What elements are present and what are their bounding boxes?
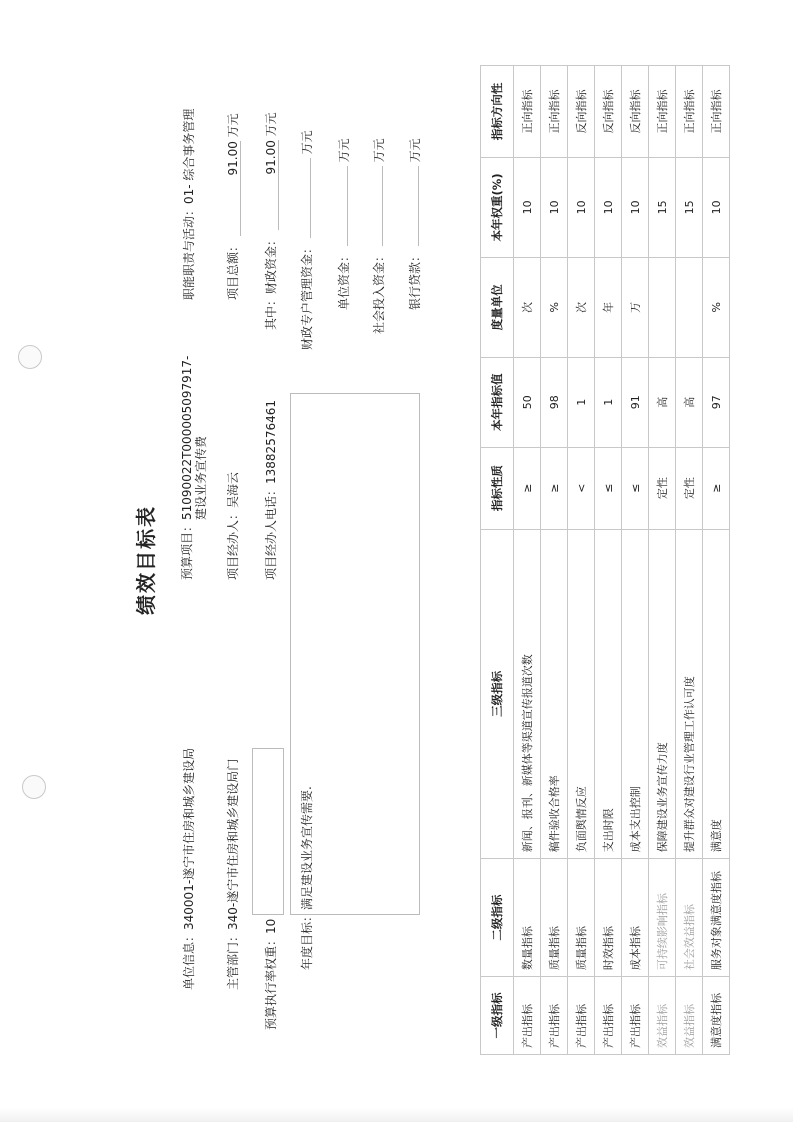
function-field — [180, 109, 197, 300]
total-unit: 万元 — [226, 113, 240, 138]
cell-unit — [676, 257, 703, 357]
function-value: 01- 综合事务管理 — [182, 108, 196, 204]
weight-box — [252, 748, 284, 915]
table-row — [703, 66, 730, 1055]
form-title: 绩效目标表 — [134, 505, 158, 615]
cell-weight: 10 — [703, 157, 730, 257]
punch-hole-bottom — [22, 775, 46, 799]
cell-level1: 产出指标 — [595, 977, 622, 1055]
cell-unit: 次 — [514, 257, 541, 357]
cell-unit: 次 — [568, 257, 595, 357]
cell-weight: 15 — [676, 157, 703, 257]
fiscal-fund-field — [262, 112, 279, 330]
unit-fund-field — [335, 138, 352, 310]
cell-unit: % — [703, 257, 730, 357]
phone-field — [262, 400, 279, 580]
cell-level1: 产出指标 — [514, 977, 541, 1055]
cell-level1: 产出指标 — [541, 977, 568, 1055]
loan-field — [406, 138, 423, 310]
cell-level1: 产出指标 — [622, 977, 649, 1055]
social-fund-field — [370, 138, 387, 334]
budget-project-field — [180, 356, 208, 580]
manager-label: 项目经办人： — [226, 507, 240, 580]
unit-fund-line — [347, 166, 348, 246]
weight-value: 10 — [264, 918, 278, 934]
cell-weight: 10 — [595, 157, 622, 257]
function-label: 职能职责与活动： — [182, 203, 196, 300]
cell-direction: 反向指标 — [568, 66, 595, 158]
cell-value: 98 — [541, 357, 568, 447]
cell-level1: 产出指标 — [568, 977, 595, 1055]
cell-level1: 效益指标 — [676, 977, 703, 1055]
table-row — [622, 66, 649, 1055]
budget-project-label: 预算项目： — [180, 519, 194, 580]
table-row — [595, 66, 622, 1055]
total-label: 项目总额： — [226, 239, 240, 300]
loan-line — [418, 166, 419, 246]
table-row — [514, 66, 541, 1055]
goal-value: 满足建设业务宣传需要. — [300, 786, 314, 910]
fiscal-value: 91.00 — [264, 140, 279, 230]
dept-value: 340-遂宁市住房和城乡建设局门 — [226, 758, 240, 930]
cell-unit — [649, 257, 676, 357]
cell-level2: 社会效益指标 — [676, 859, 703, 977]
loan-label: 银行贷款： — [408, 249, 422, 310]
cell-level3: 成本支出控制 — [622, 529, 649, 859]
header-level3: 三级指标 — [481, 529, 514, 859]
cell-level1: 效益指标 — [649, 977, 676, 1055]
cell-unit: 万 — [622, 257, 649, 357]
cell-direction: 正向指标 — [676, 66, 703, 158]
cell-weight: 15 — [649, 157, 676, 257]
cell-level2: 数量指标 — [514, 859, 541, 977]
weight-label: 预算执行率权重： — [264, 933, 278, 1030]
goal-box — [290, 393, 420, 915]
cell-weight: 10 — [568, 157, 595, 257]
cell-level2: 时效指标 — [595, 859, 622, 977]
cell-weight: 10 — [514, 157, 541, 257]
cell-level3: 保障建设业务宣传力度 — [649, 529, 676, 859]
cell-nature: ≤ — [595, 447, 622, 529]
goal-label: 年度目标： — [300, 909, 314, 970]
cell-level2: 服务对象满意度指标 — [703, 859, 730, 977]
cell-level3: 满意度 — [703, 529, 730, 859]
cell-direction: 反向指标 — [595, 66, 622, 158]
fiscal-unit: 万元 — [264, 112, 278, 137]
unit-fund-label: 单位资金： — [337, 249, 351, 310]
header-value: 本年指标值 — [481, 357, 514, 447]
loan-unit: 万元 — [408, 138, 422, 163]
unit-info-label: 单位信息： — [182, 929, 196, 990]
cell-value: 91 — [622, 357, 649, 447]
table-header-row — [481, 66, 514, 1055]
social-line — [382, 166, 383, 246]
weight-field — [262, 919, 279, 1030]
indicator-table — [480, 65, 730, 1055]
unit-fund-unit: 万元 — [337, 138, 351, 163]
table-row — [649, 66, 676, 1055]
special-line — [310, 158, 311, 238]
social-label: 社会投入资金： — [372, 249, 386, 334]
cell-level3: 支出时限 — [595, 529, 622, 859]
cell-weight: 10 — [541, 157, 568, 257]
cell-direction: 正向指标 — [514, 66, 541, 158]
header-direction: 指标方向性 — [481, 66, 514, 158]
cell-value: 1 — [595, 357, 622, 447]
special-fund-field — [298, 130, 315, 350]
cell-unit: 年 — [595, 257, 622, 357]
cell-unit: % — [541, 257, 568, 357]
table-row — [676, 66, 703, 1055]
punch-hole-top — [18, 345, 42, 369]
performance-target-form — [130, 60, 723, 1060]
cell-level2: 成本指标 — [622, 859, 649, 977]
cell-weight: 10 — [622, 157, 649, 257]
cell-direction: 正向指标 — [703, 66, 730, 158]
cell-level1: 满意度指标 — [703, 977, 730, 1055]
unit-info-field — [180, 748, 197, 990]
cell-level2: 质量指标 — [541, 859, 568, 977]
cell-nature: ≥ — [514, 447, 541, 529]
cell-direction: 反向指标 — [622, 66, 649, 158]
special-label: 财政专户管理资金： — [300, 241, 314, 350]
manager-value: 吴海云 — [226, 471, 240, 508]
cell-nature: ≤ — [622, 447, 649, 529]
cell-nature: ≥ — [703, 447, 730, 529]
header-weight: 本年权重(%) — [481, 157, 514, 257]
cell-nature: ≥ — [541, 447, 568, 529]
header-level1: 一级指标 — [481, 977, 514, 1055]
header-unit: 度量单位 — [481, 257, 514, 357]
header-level2: 二级指标 — [481, 859, 514, 977]
table-row — [568, 66, 595, 1055]
cell-level2: 质量指标 — [568, 859, 595, 977]
manager-field — [224, 472, 241, 580]
cell-direction: 正向指标 — [541, 66, 568, 158]
cell-value: 高 — [649, 357, 676, 447]
cell-nature: 定性 — [676, 447, 703, 529]
unit-info-value: 340001-遂宁市住房和城乡建设局 — [182, 747, 196, 930]
total-amount-field — [224, 113, 241, 300]
cell-level3: 新闻、报刊、新媒体等渠道宣传报道次数 — [514, 529, 541, 859]
cell-value: 高 — [676, 357, 703, 447]
dept-label: 主管部门： — [226, 929, 240, 990]
cell-level3: 负面舆情反应 — [568, 529, 595, 859]
budget-project-name: 建设业务宣传费 — [194, 435, 208, 520]
fiscal-label: 其中：财政资金： — [264, 233, 278, 330]
table-row — [541, 66, 568, 1055]
header-nature: 指标性质 — [481, 447, 514, 529]
cell-direction: 正向指标 — [649, 66, 676, 158]
social-unit: 万元 — [372, 138, 386, 163]
scan-edge — [0, 1108, 793, 1122]
cell-level2: 可持续影响指标 — [649, 859, 676, 977]
cell-nature: 定性 — [649, 447, 676, 529]
phone-value: 13882576461 — [264, 400, 278, 484]
cell-value: 1 — [568, 357, 595, 447]
cell-value: 50 — [514, 357, 541, 447]
cell-value: 97 — [703, 357, 730, 447]
special-unit: 万元 — [300, 130, 314, 155]
cell-level3: 稿件验收合格率 — [541, 529, 568, 859]
cell-nature: < — [568, 447, 595, 529]
budget-project-code: 51090022T000005097917- — [180, 355, 194, 520]
cell-level3: 提升群众对建设行业管理工作认可度 — [676, 529, 703, 859]
total-value: 91.00 — [226, 141, 241, 236]
phone-label: 项目经办人电话： — [264, 483, 278, 580]
dept-field — [224, 759, 241, 990]
